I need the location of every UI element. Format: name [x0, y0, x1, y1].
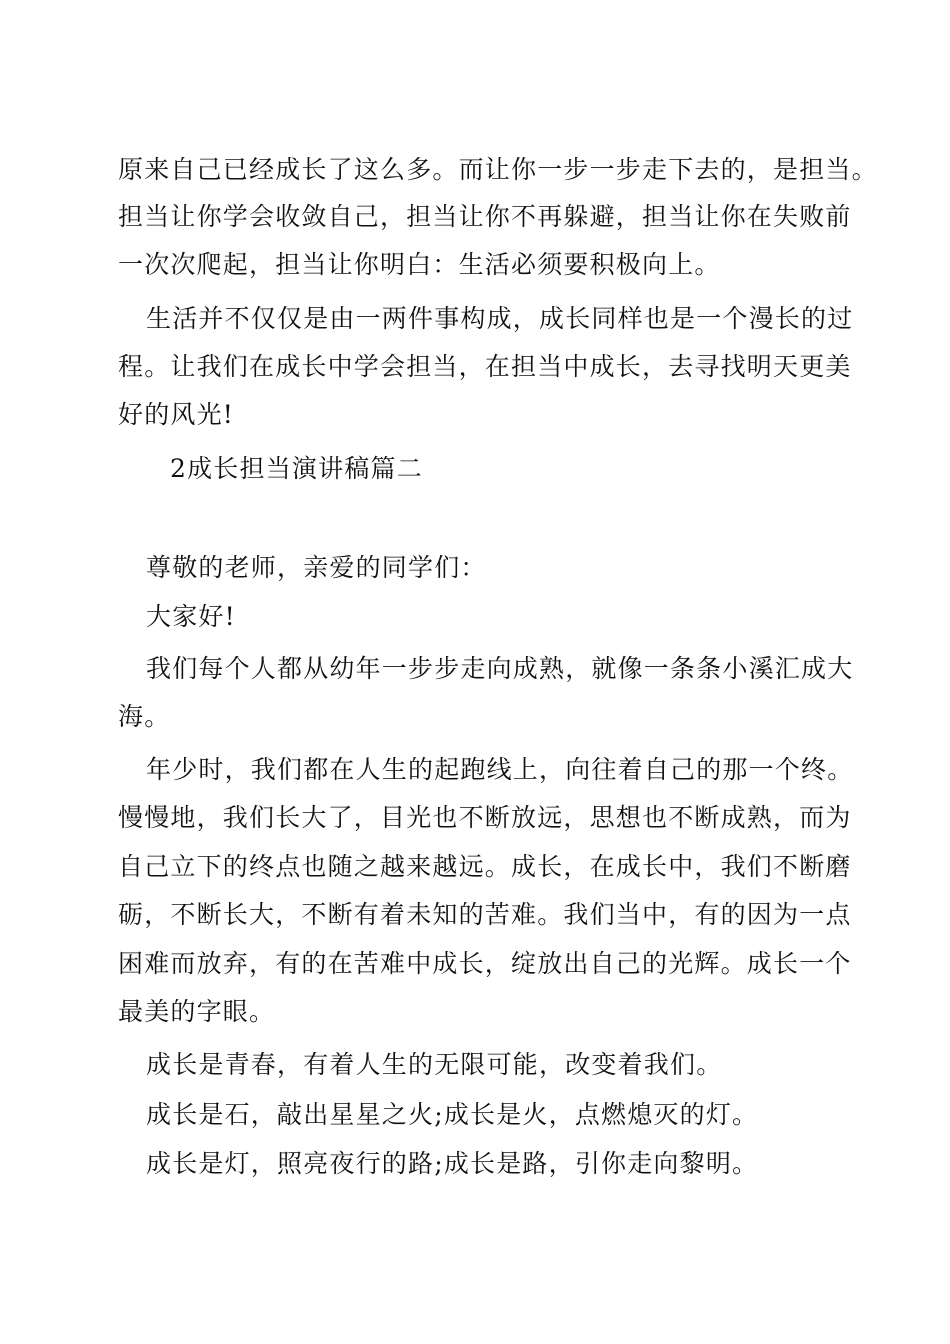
paragraph-line: 自己立下的终点也随之越来越远。成长，在成长中，我们不断磨	[118, 852, 852, 881]
paragraph-line: 慢慢地，我们长大了，目光也不断放远，思想也不断成熟，而为	[118, 803, 852, 832]
paragraph-line: 成长是灯，照亮夜行的路;成长是路，引你走向黎明。	[146, 1149, 759, 1178]
paragraph-line: 一次次爬起，担当让你明白：生活必须要积极向上。	[118, 250, 721, 279]
paragraph-line: 海。	[118, 702, 171, 731]
paragraph-line: 我们每个人都从幼年一步步走向成熟，就像一条条小溪汇成大	[146, 654, 854, 683]
paragraph-line: 好的风光!	[118, 400, 235, 429]
paragraph-line: 担当让你学会收敛自己，担当让你不再躲避，担当让你在失败前	[118, 202, 852, 231]
paragraph-line: 最美的字眼。	[118, 997, 276, 1026]
paragraph-line: 砺，不断长大，不断有着未知的苦难。我们当中，有的因为一点	[118, 900, 852, 929]
paragraph-line: 原来自己已经成长了这么多。而让你一步一步走下去的，是担当。	[118, 155, 878, 184]
paragraph-line: 程。让我们在成长中学会担当，在担当中成长，去寻找明天更美	[118, 352, 852, 381]
paragraph-line: 成长是石，敲出星星之火;成长是火，点燃熄灭的灯。	[146, 1100, 759, 1129]
paragraph-line: 成长是青春，有着人生的无限可能，改变着我们。	[146, 1050, 723, 1079]
paragraph-line: 困难而放弃，有的在苦难中成长，绽放出自己的光辉。成长一个	[118, 949, 852, 978]
paragraph-line: 年少时，我们都在人生的起跑线上，向往着自己的那一个终。	[146, 755, 854, 784]
salutation: 尊敬的老师，亲爱的同学们：	[146, 553, 487, 582]
section-heading: 2成长担当演讲稿篇二	[170, 454, 423, 483]
paragraph-line: 生活并不仅仅是由一两件事构成，成长同样也是一个漫长的过	[146, 304, 854, 333]
greeting: 大家好!	[146, 602, 236, 631]
